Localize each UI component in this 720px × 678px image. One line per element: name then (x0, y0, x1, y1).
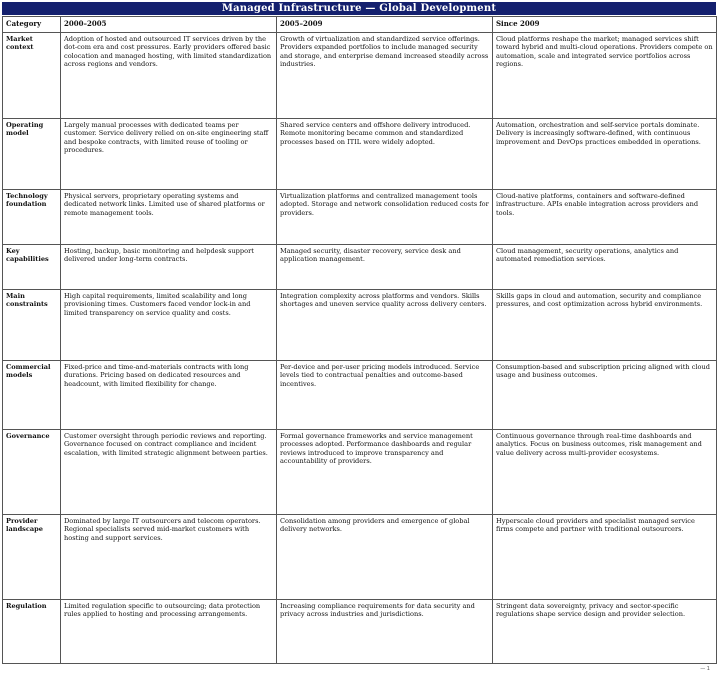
table-cell: Increasing compliance requirements for data security and privacy across industries and jurisdictions. (277, 600, 493, 664)
table-cell: Largely manual processes with dedicated teams per customer. Service delivery relied on on-site engineering staff and bespoke contracts, with limited reuse of tooling or procedures. (61, 119, 277, 190)
table-cell: Limited regulation specific to outsourcing; data protection rules applied to hosting and processing arrangements. (61, 600, 277, 664)
table-cell: Automation, orchestration and self-service portals dominate. Delivery is increasingly software-defined, with continuous improvement and DevOps practices embedded in operations. (493, 119, 717, 190)
table-cell: Consolidation among providers and emergence of global delivery networks. (277, 515, 493, 600)
table-cell: Formal governance frameworks and service management processes adopted. Performance dashboards and regular reviews introduced to improve transparency and accountability of providers. (277, 430, 493, 515)
table-cell: Virtualization platforms and centralized management tools adopted. Storage and network consolidation reduced costs for providers. (277, 190, 493, 245)
table-row (3, 245, 717, 290)
table-header-row (3, 17, 717, 33)
row-category: Regulation (3, 600, 61, 664)
table-row (3, 33, 717, 119)
header-category: Category (3, 17, 61, 33)
page-number: — 1 (700, 666, 710, 672)
table-row (3, 361, 717, 430)
table-cell: Cloud platforms reshape the market; managed services shift toward hybrid and multi-cloud operations. Providers compete on automation, scale and integrated service portfolios across regions. (493, 33, 717, 119)
table-cell: Cloud-native platforms, containers and software-defined infrastructure. APIs enable integration across providers and tools. (493, 190, 717, 245)
row-category: Key capabilities (3, 245, 61, 290)
table-cell: Shared service centers and offshore delivery introduced. Remote monitoring became common and standardized processes based on ITIL were widely adopted. (277, 119, 493, 190)
table-cell: High capital requirements, limited scalability and long provisioning times. Customers faced vendor lock-in and limited transparency on service quality and costs. (61, 290, 277, 361)
header-period-3: Since 2009 (493, 17, 717, 33)
header-period-1: 2000–2005 (61, 17, 277, 33)
table-cell: Growth of virtualization and standardized service offerings. Providers expanded portfolios to include managed security and storage, and enterprise demand increased steadily across industries. (277, 33, 493, 119)
table-cell: Cloud management, security operations, analytics and automated remediation services. (493, 245, 717, 290)
table-cell: Skills gaps in cloud and automation, security and compliance pressures, and cost optimization across hybrid environments. (493, 290, 717, 361)
document-title: Managed Infrastructure — Global Development (2, 2, 716, 15)
row-category: Provider landscape (3, 515, 61, 600)
table-row (3, 430, 717, 515)
table-cell: Dominated by large IT outsourcers and telecom operators. Regional specialists served mid-market customers with hosting and support services. (61, 515, 277, 600)
table-row (3, 290, 717, 361)
table-cell: Adoption of hosted and outsourced IT services driven by the dot-com era and cost pressures. Early providers offered basic colocation and managed hosting, with limited standardization across regions and vendors. (61, 33, 277, 119)
row-category: Technology foundation (3, 190, 61, 245)
table-cell: Stringent data sovereignty, privacy and sector-specific regulations shape service design and provider selection. (493, 600, 717, 664)
row-category: Market context (3, 33, 61, 119)
table-cell: Consumption-based and subscription pricing aligned with cloud usage and business outcomes. (493, 361, 717, 430)
table-cell: Managed security, disaster recovery, service desk and application management. (277, 245, 493, 290)
table-cell: Continuous governance through real-time dashboards and analytics. Focus on business outcomes, risk management and value delivery across multi-provider ecosystems. (493, 430, 717, 515)
table-cell: Integration complexity across platforms and vendors. Skills shortages and uneven service quality across delivery centers. (277, 290, 493, 361)
comparison-table (2, 16, 717, 664)
table-cell: Physical servers, proprietary operating systems and dedicated network links. Limited use of shared platforms or remote management tools. (61, 190, 277, 245)
header-period-2: 2005–2009 (277, 17, 493, 33)
table-row (3, 600, 717, 664)
row-category: Governance (3, 430, 61, 515)
table-cell: Customer oversight through periodic reviews and reporting. Governance focused on contract compliance and incident escalation, with limited strategic alignment between parties. (61, 430, 277, 515)
row-category: Operating model (3, 119, 61, 190)
table-row (3, 119, 717, 190)
table-cell: Per-device and per-user pricing models introduced. Service levels tied to contractual penalties and outcome-based incentives. (277, 361, 493, 430)
table-row (3, 190, 717, 245)
row-category: Commercial models (3, 361, 61, 430)
table-cell: Hosting, backup, basic monitoring and helpdesk support delivered under long-term contracts. (61, 245, 277, 290)
table-row (3, 515, 717, 600)
row-category: Main constraints (3, 290, 61, 361)
table-cell: Fixed-price and time-and-materials contracts with long durations. Pricing based on dedicated resources and headcount, with limited flexibility for change. (61, 361, 277, 430)
table-cell: Hyperscale cloud providers and specialist managed service firms compete and partner with traditional outsourcers. (493, 515, 717, 600)
